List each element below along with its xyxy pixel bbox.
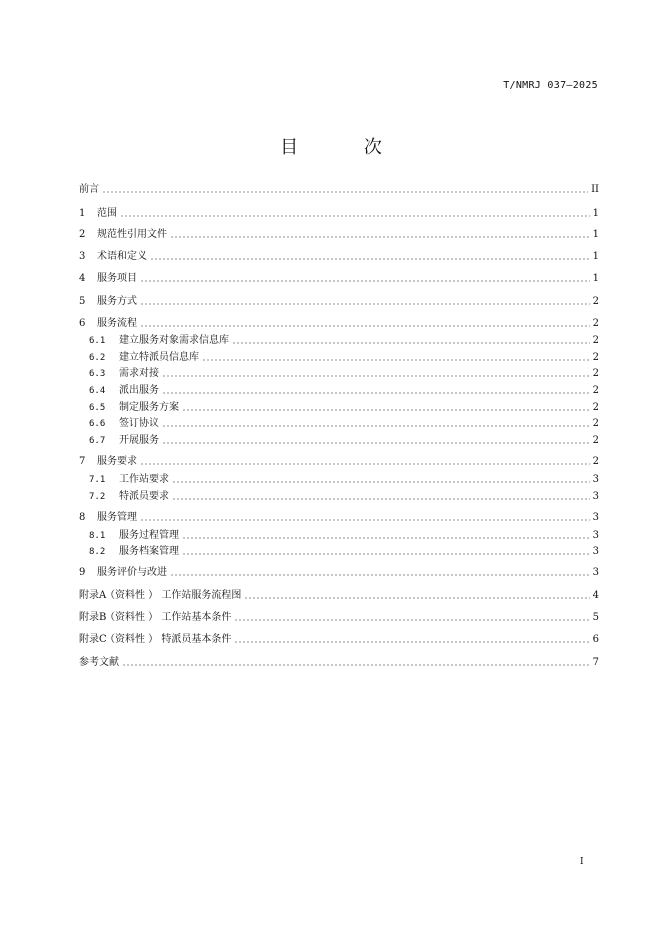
dot-leader bbox=[102, 186, 588, 194]
dot-leader bbox=[140, 298, 590, 306]
toc-entry-title: 服务方式 bbox=[97, 296, 137, 307]
dot-leader bbox=[140, 514, 590, 522]
toc-entry-title: 建立服务对象需求信息库 bbox=[119, 335, 229, 346]
toc-entry-page: 3 bbox=[592, 474, 599, 485]
toc-entry-number: 1 bbox=[79, 208, 86, 219]
toc-entry-page: 2 bbox=[592, 368, 599, 379]
toc-entry-page: 1 bbox=[592, 229, 599, 240]
toc-entry-number: 4 bbox=[79, 273, 86, 284]
dot-leader bbox=[162, 387, 590, 395]
toc-entry-title: 前言 bbox=[79, 184, 99, 195]
toc-entry-title: 制定服务方案 bbox=[119, 402, 179, 413]
toc-entry[interactable] bbox=[79, 316, 599, 332]
toc-entry-page: 2 bbox=[592, 318, 599, 329]
toc-entry-title: 签订协议 bbox=[119, 418, 159, 429]
toc-entry[interactable] bbox=[79, 400, 599, 416]
dot-leader bbox=[162, 370, 590, 378]
toc-entry[interactable] bbox=[79, 366, 599, 382]
toc-entry[interactable] bbox=[79, 227, 599, 243]
toc-entry-page: 2 bbox=[592, 352, 599, 363]
toc-entry-title: 服务评价与改进 bbox=[97, 567, 167, 578]
toc-entry-page: 3 bbox=[592, 546, 599, 557]
dot-leader bbox=[120, 210, 590, 218]
toc-entry-number: 附录A bbox=[79, 590, 107, 601]
dot-leader bbox=[232, 337, 590, 345]
toc-entry[interactable] bbox=[79, 350, 599, 366]
toc-entry-page: 1 bbox=[592, 273, 599, 284]
toc-entry-title: 服务项目 bbox=[97, 273, 137, 284]
dot-leader bbox=[182, 404, 590, 412]
toc-entry-title: 服务流程 bbox=[97, 318, 137, 329]
toc-entry[interactable] bbox=[79, 528, 599, 544]
toc-entry[interactable] bbox=[79, 416, 599, 432]
toc-entry[interactable] bbox=[79, 383, 599, 399]
toc-entry[interactable] bbox=[79, 565, 599, 581]
toc-entry-page: 3 bbox=[592, 512, 599, 523]
toc-entry-number: 6.1 bbox=[89, 336, 106, 346]
toc-entry[interactable] bbox=[79, 182, 599, 198]
toc-entry-number: 附录B bbox=[79, 612, 107, 623]
toc-entry-page: 2 bbox=[592, 435, 599, 446]
dot-leader bbox=[202, 354, 590, 362]
toc-entry-page: 2 bbox=[592, 335, 599, 346]
toc-entry[interactable] bbox=[79, 271, 599, 287]
toc-entry[interactable] bbox=[79, 249, 599, 265]
dot-leader bbox=[170, 231, 590, 239]
toc-entry-title: 派出服务 bbox=[119, 385, 159, 396]
toc-entry[interactable] bbox=[79, 610, 599, 626]
toc-entry-number: 7.1 bbox=[89, 475, 106, 485]
toc-entry[interactable] bbox=[79, 433, 599, 449]
toc-entry-number: 8.1 bbox=[89, 531, 106, 541]
toc-entry-title: 范围 bbox=[97, 208, 117, 219]
toc-entry-page: 2 bbox=[592, 418, 599, 429]
toc-entry-number: 6.5 bbox=[89, 403, 106, 413]
toc-entry-page: 2 bbox=[592, 296, 599, 307]
dot-leader bbox=[140, 320, 590, 328]
toc-entry-page: 2 bbox=[592, 385, 599, 396]
toc-entry-number: 6.2 bbox=[89, 353, 106, 363]
toc-entry-number: 3 bbox=[79, 251, 86, 262]
toc-entry-title: 服务过程管理 bbox=[119, 530, 179, 541]
toc-entry-title: 术语和定义 bbox=[97, 251, 147, 262]
toc-entry[interactable] bbox=[79, 588, 599, 604]
toc-entry-number: 6.7 bbox=[89, 436, 106, 446]
toc-entry-number: 6 bbox=[79, 318, 86, 329]
toc-entry-page: 2 bbox=[592, 402, 599, 413]
toc-entry-number: 9 bbox=[79, 567, 86, 578]
toc-entry-title: （资料性 ） 工作站服务流程图 bbox=[105, 590, 242, 601]
toc-entry-number: 2 bbox=[79, 229, 86, 240]
toc-entry-title: 特派员要求 bbox=[119, 491, 169, 502]
toc-entry[interactable] bbox=[79, 655, 599, 671]
toc-entry-number: 8.2 bbox=[89, 547, 106, 557]
toc-entry-number: 7.2 bbox=[89, 492, 106, 502]
toc-entry[interactable] bbox=[79, 632, 599, 648]
dot-leader bbox=[150, 253, 590, 261]
dot-leader bbox=[234, 614, 589, 622]
toc-entry[interactable] bbox=[79, 510, 599, 526]
toc-entry-title: 建立特派员信息库 bbox=[119, 352, 199, 363]
toc-entry-title: 规范性引用文件 bbox=[97, 229, 167, 240]
toc-entry[interactable] bbox=[79, 454, 599, 470]
page-number: I bbox=[580, 857, 584, 867]
dot-leader bbox=[234, 636, 589, 644]
toc-entry-page: 6 bbox=[592, 634, 599, 645]
toc-entry-title: 需求对接 bbox=[119, 368, 159, 379]
toc-entry-title: 服务档案管理 bbox=[119, 546, 179, 557]
toc-entry-page: II bbox=[591, 184, 599, 195]
dot-leader bbox=[122, 659, 590, 667]
dot-leader bbox=[182, 532, 590, 540]
toc-entry-title: （资料性 ） 特派员基本条件 bbox=[105, 634, 232, 645]
toc-entry[interactable] bbox=[79, 489, 599, 505]
dot-leader bbox=[172, 493, 590, 501]
toc-entry[interactable] bbox=[79, 206, 599, 222]
dot-leader bbox=[244, 592, 589, 600]
toc-entry-title: 工作站要求 bbox=[119, 474, 169, 485]
toc-entry-number: 附录C bbox=[79, 634, 107, 645]
toc-entry-title: （资料性 ） 工作站基本条件 bbox=[105, 612, 232, 623]
dot-leader bbox=[162, 437, 590, 445]
toc-entry-number: 6.4 bbox=[89, 386, 106, 396]
dot-leader bbox=[172, 476, 590, 484]
toc-entry-page: 3 bbox=[592, 491, 599, 502]
toc-entry-page: 1 bbox=[592, 208, 599, 219]
toc-entry-title: 参考文献 bbox=[79, 657, 119, 668]
page-title: 目 次 bbox=[280, 137, 412, 158]
toc-entry-number: 8 bbox=[79, 512, 86, 523]
toc-entry-page: 1 bbox=[592, 251, 599, 262]
toc-entry-page: 2 bbox=[592, 456, 599, 467]
toc-entry-page: 7 bbox=[592, 657, 599, 668]
dot-leader bbox=[140, 458, 590, 466]
toc-entry-number: 6.3 bbox=[89, 369, 106, 379]
toc-entry-page: 5 bbox=[592, 612, 599, 623]
toc-entry[interactable] bbox=[79, 544, 599, 560]
toc-entry[interactable] bbox=[79, 333, 599, 349]
toc-entry[interactable] bbox=[79, 472, 599, 488]
toc-entry-page: 4 bbox=[592, 590, 599, 601]
dot-leader bbox=[162, 420, 590, 428]
toc-entry-title: 服务管理 bbox=[97, 512, 137, 523]
toc-entry-title: 服务要求 bbox=[97, 456, 137, 467]
dot-leader bbox=[182, 548, 590, 556]
toc-entry-number: 7 bbox=[79, 456, 86, 467]
toc-entry-number: 6.6 bbox=[89, 419, 106, 429]
toc-entry[interactable] bbox=[79, 294, 599, 310]
toc-entry-page: 3 bbox=[592, 567, 599, 578]
toc-entry-page: 3 bbox=[592, 530, 599, 541]
toc-entry-title: 开展服务 bbox=[119, 435, 159, 446]
dot-leader bbox=[140, 275, 590, 283]
dot-leader bbox=[170, 569, 590, 577]
toc-entry-number: 5 bbox=[79, 296, 86, 307]
document-code: T/NMRJ 037—2025 bbox=[503, 80, 598, 91]
